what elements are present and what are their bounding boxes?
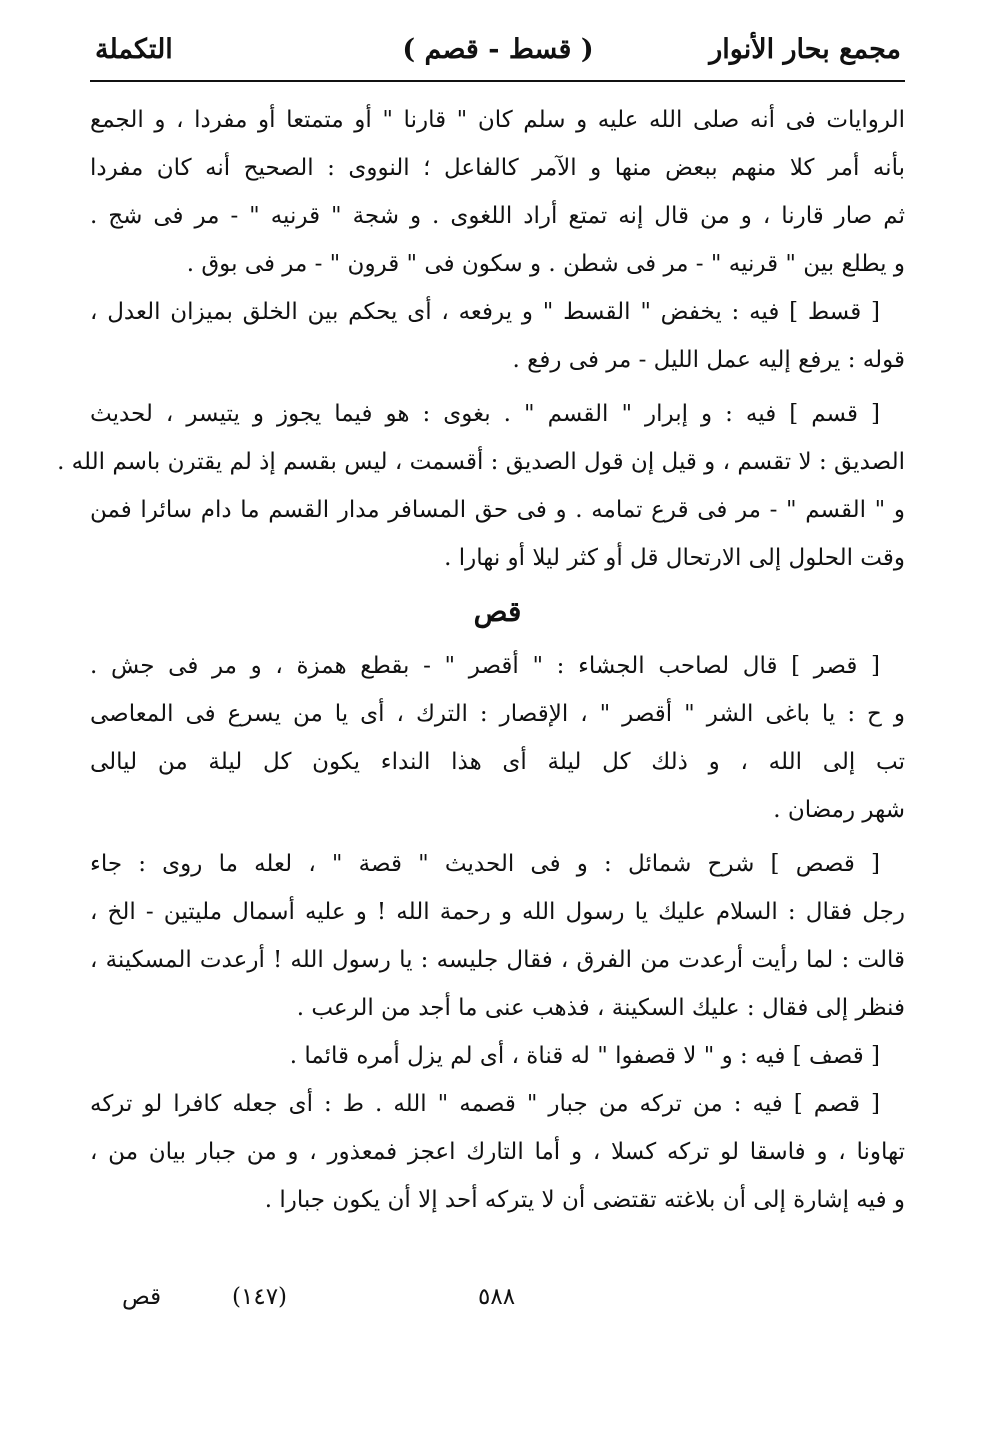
running-head-entries: ( قسط - قصم ) (402, 34, 594, 65)
entry-qasm-line: [ قصم ] فيه : من تركه من جبار " قصمه " الله . ط : أى جعله كافرا لو تركه (90, 1091, 880, 1117)
text-line: تب إلى الله ، و ذلك كل ليلة أى هذا النداء يكون كل ليلة من ليالى (90, 749, 905, 775)
text-line: وقت الحلول إلى الارتحال قل أو كثر ليلا أو نهارا . (444, 545, 905, 571)
page-body (57, 96, 905, 1224)
entry-qasr-line: [ قصر ] قال لصاحب الجشاء : " أقصر " - بقطع همزة ، و مر فى جش . (90, 653, 880, 679)
footer-page-number: ٥٨٨ (478, 1284, 516, 1310)
text-line: و " القسم " - مر فى قرع تمامه . و فى حق المسافر مدار القسم ما دام سائرا فمن (90, 497, 905, 523)
text-line: قالت : لما رأيت أرعدت من الفرق ، فقال جليسه : يا رسول الله ! أرعدت المسكينة ، (90, 947, 905, 973)
text-line: بأنه أمر كلا منهم ببعض منها و الآمر كالفاعل ؛ النووى : الصحيح أنه كان مفردا (90, 155, 905, 181)
footer-volume-page: (١٤٧) (232, 1284, 288, 1310)
text-line: فنظر إلى فقال : عليك السكينة ، فذهب عنى ما أجد من الرعب . (296, 995, 905, 1021)
entry-qasam-line: [ قسم ] فيه : و إبرار " القسم " . بغوى : هو فيما يجوز و يتيسر ، لحديث (90, 401, 880, 427)
text-line: و فيه إشارة إلى أن بلاغته تقتضى أن لا يتركه أحد إلا أن يكون جبارا . (264, 1187, 905, 1213)
entry-qasf-line: [ قصف ] فيه : و " لا قصفوا " له قناة ، أى لم يزل أمره قائما . (289, 1043, 880, 1069)
text-line: الروايات فى أنه صلى الله عليه و سلم كان " قارنا " أو متمتعا أو مفردا ، و الجمع (90, 107, 905, 133)
entry-qasas-line: [ قصص ] شرح شمائل : و فى الحديث " قصة " ، لعله ما روى : جاء (90, 851, 880, 877)
text-line: ثم صار قارنا ، و من قال إنه تمتع أراد اللغوى . و شجة " قرنيه " - مر فى شج . (90, 203, 905, 229)
text-line: و ح : يا باغى الشر " أقصر " ، الإقصار : الترك ، أى يا من يسرع فى المعاصى (90, 701, 905, 727)
running-head-book-title: مجمع بحار الأنوار (709, 34, 901, 65)
text-line: الصديق : لا تقسم ، و قيل إن قول الصديق : أقسمت ، ليس بقسم إذ لم يقترن باسم الله . (57, 449, 905, 475)
text-line: شهر رمضان . (773, 797, 905, 823)
text-line: تهاونا ، و فاسقا لو تركه كسلا ، و أما التارك اعجز فمعذور ، و من جبار بيان من ، (90, 1139, 905, 1165)
entry-qist-line: [ قسط ] فيه : يخفض " القسط " و يرفعه ، أى يحكم بين الخلق بميزان العدل ، (90, 299, 880, 325)
footer-root: قص (122, 1284, 162, 1310)
text-line: رجل فقال : السلام عليك يا رسول الله و رحمة الله ! و عليه أسمال مليتين - الخ ، (90, 899, 905, 925)
running-head-section: التكملة (95, 34, 173, 65)
text-line: و يطلع بين " قرنيه " - مر فى شطن . و سكون فى " قرون " - مر فى بوق . (186, 251, 905, 277)
header-rule (90, 80, 905, 82)
text-line: قوله : يرفع إليه عمل الليل - مر فى رفع . (512, 347, 905, 373)
root-heading: قص (473, 595, 522, 628)
